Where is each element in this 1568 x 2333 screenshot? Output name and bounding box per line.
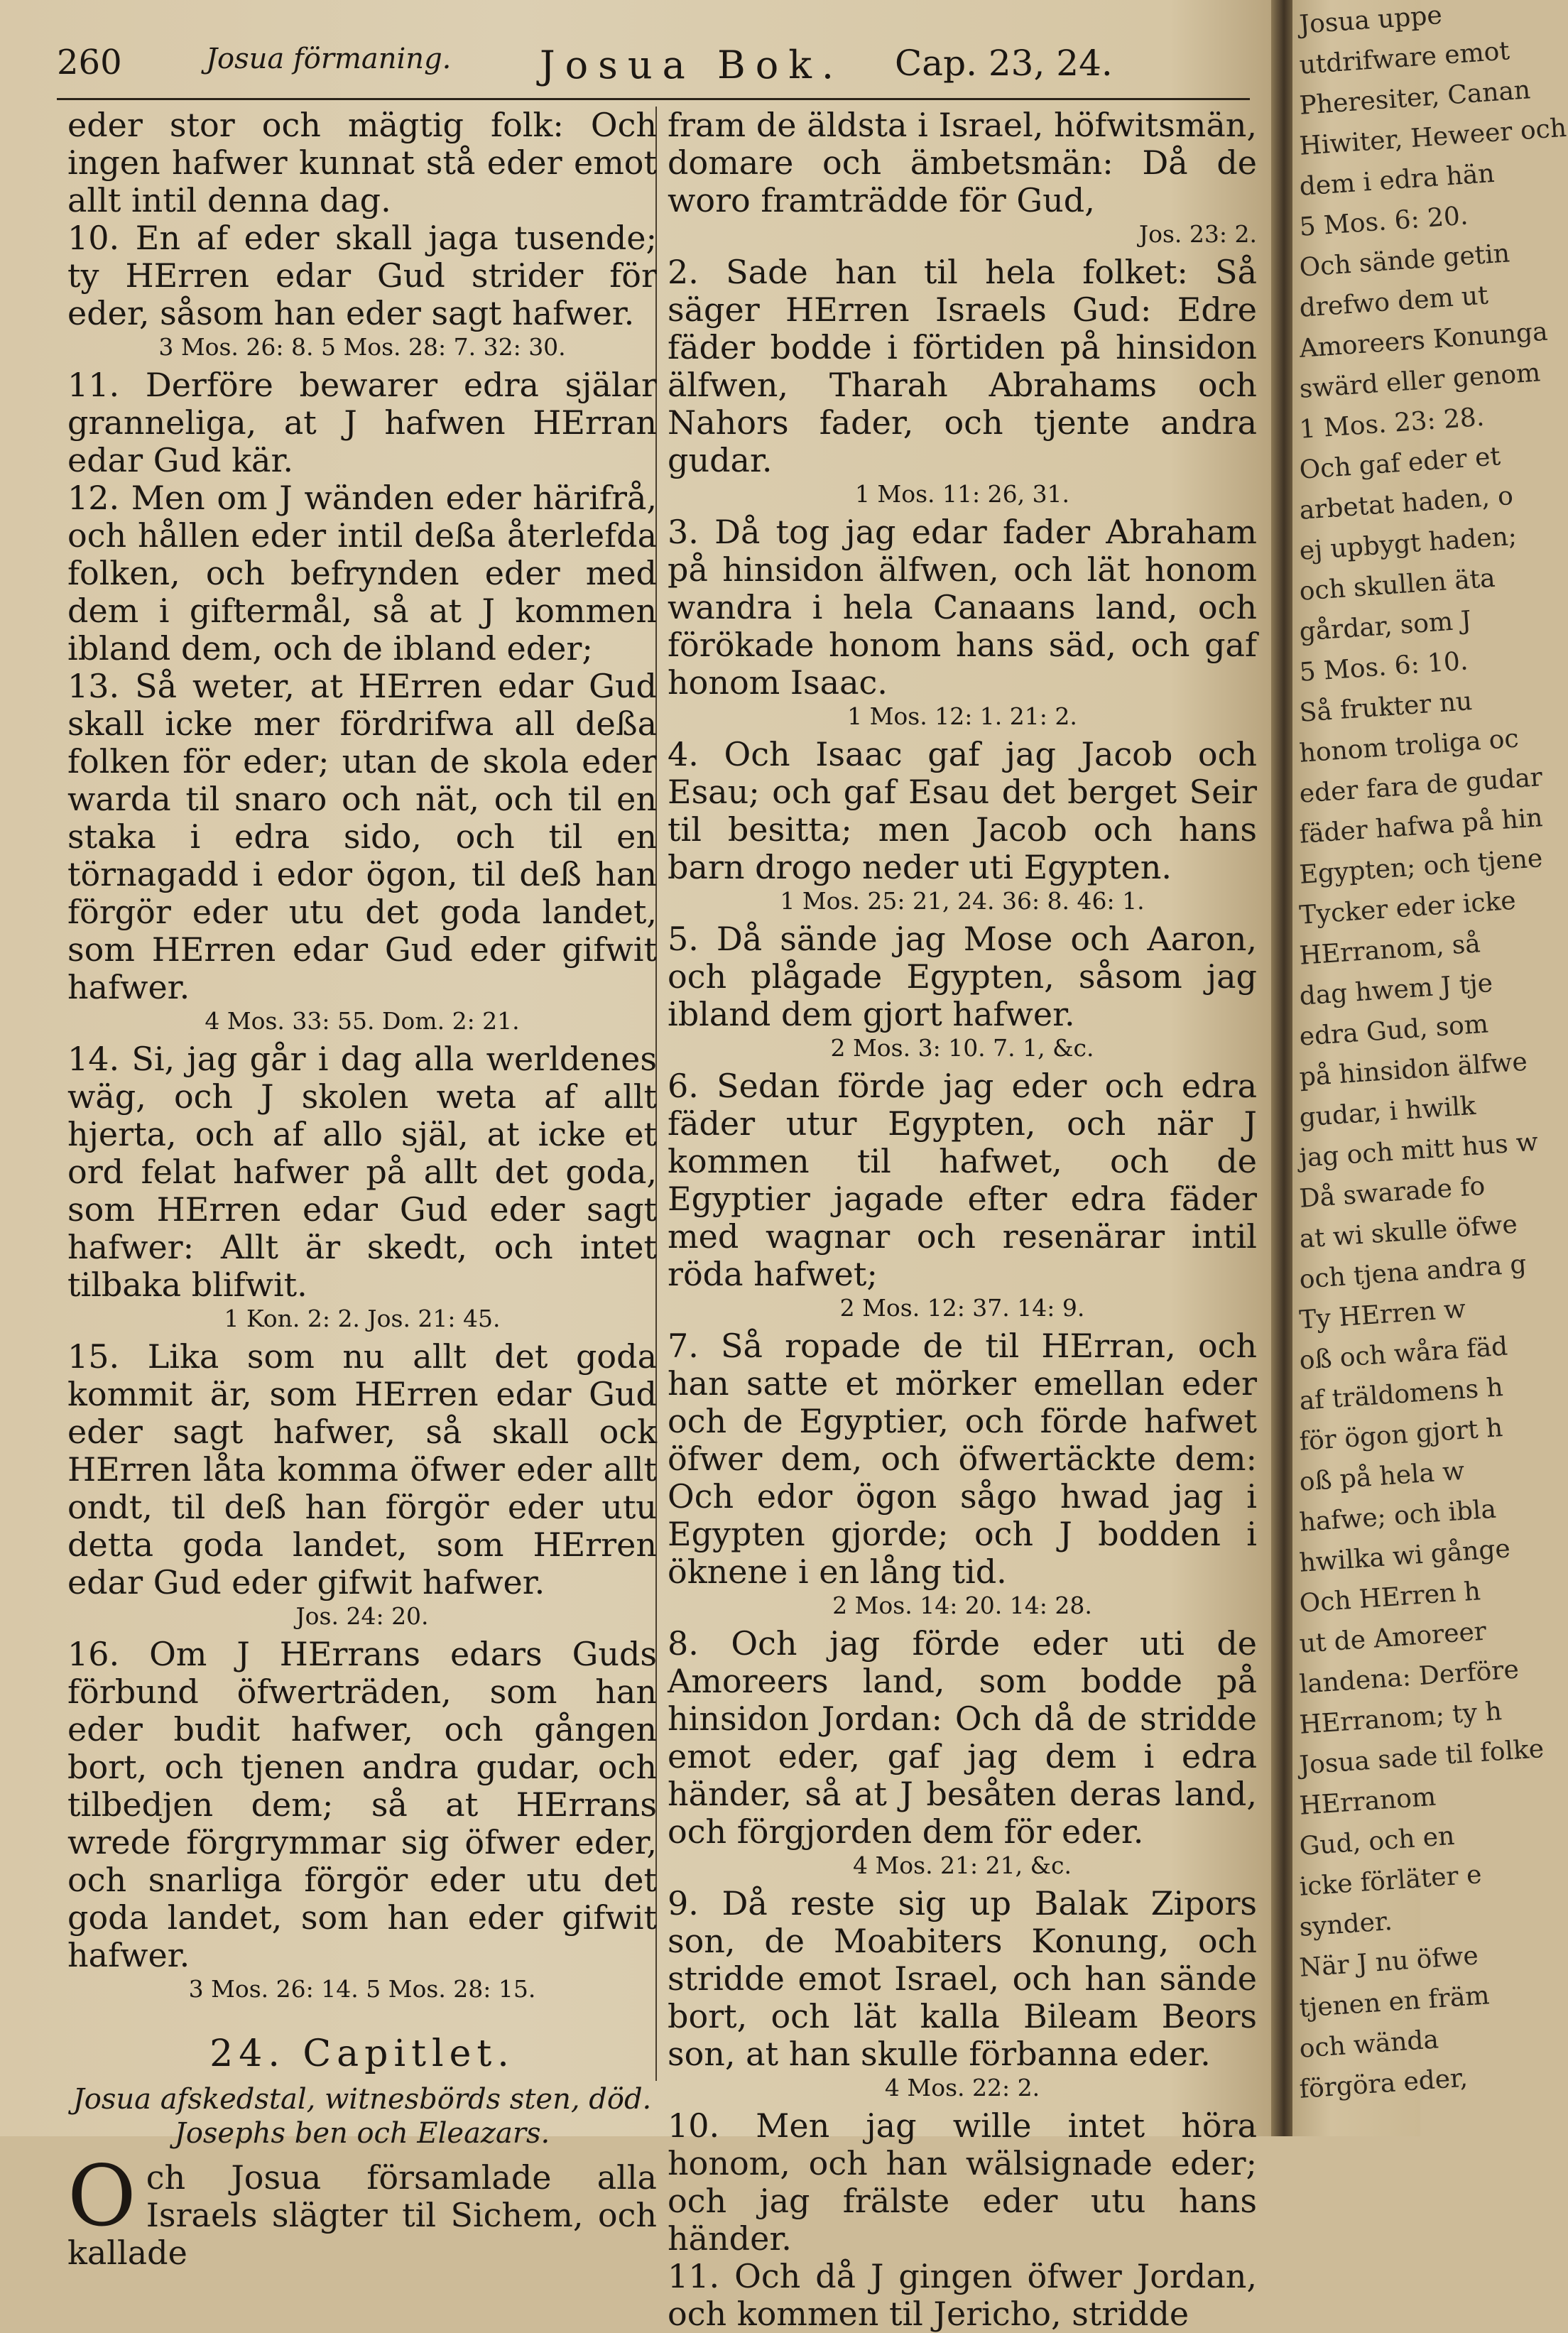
facing-page-text-fragment: Hiwiter, Heweer och	[1298, 113, 1568, 161]
left-column	[67, 107, 657, 2272]
facing-page-text-fragment: HErranom	[1298, 1782, 1437, 1821]
facing-page-text-fragment: hafwe; och ibla	[1298, 1494, 1498, 1538]
running-header	[57, 43, 1250, 92]
cross-reference: 4 Mos. 33: 55. Dom. 2: 21.	[205, 1007, 520, 1035]
cross-reference: 1 Kon. 2: 2. Jos. 21: 45.	[224, 1305, 501, 1332]
facing-page-text-fragment: Gud, och en	[1298, 1821, 1456, 1861]
verse: 12. Men om J wänden eder härifrå, och hållen eder intil deßa återlefda folken, och befrynden eder med dem i giftermål, så at J kommen ibland dem, och de ibland eder;	[67, 479, 657, 668]
facing-page-text-fragment: och skullen äta	[1298, 563, 1496, 607]
verse: 2. Sade han til hela folket: Så säger HErren Israels Gud: Edre fäder bodde i förtiden på hinsidon älfwen, Tharah Abrahams och Nahors fader, och tjente andra gudar.	[668, 253, 1257, 479]
facing-page-text-fragment: Då swarade fo	[1298, 1171, 1486, 1214]
facing-page-text-fragment: oß på hela w	[1298, 1456, 1466, 1497]
chapter-range: Cap. 23, 24.	[895, 43, 1113, 84]
facing-page-text-fragment: När J nu öfwe	[1298, 1941, 1480, 1983]
cross-reference: 4 Mos. 22: 2.	[884, 2074, 1040, 2101]
cross-reference: 3 Mos. 26: 8. 5 Mos. 28: 7. 32: 30.	[158, 333, 566, 361]
facing-page-text-fragment: drefwo dem ut	[1298, 281, 1489, 323]
facing-page-text-fragment: arbetat haden, o	[1298, 481, 1515, 526]
verse: 15. Lika som nu allt det goda kommit är, som HErren edar Gud eder sagt hafwer, så skall ock HErren låta komma öfwer eder allt ondt, til deß han förgör eder utu detta goda landet, som HErren edar Gud eder gifwit hafwer.	[67, 1337, 657, 1601]
facing-page-text-fragment: på hinsidon älfwe	[1298, 1047, 1529, 1092]
verse: 6. Sedan förde jag eder och edra fäder utur Egypten, och när J kommen til hafwet, och de Egyptier jagade efter edra fäder med wagnar och resenärar intil röda hafwet;	[668, 1067, 1257, 1293]
facing-page-text-fragment: 1 Mos. 23: 28.	[1298, 402, 1486, 445]
facing-page-text-fragment: eder fara de gudar	[1298, 763, 1544, 809]
page-number: 260	[57, 43, 122, 82]
facing-page-text-fragment: swärd eller genom	[1298, 358, 1542, 404]
running-title: Josua förmaning.	[206, 43, 452, 75]
verse: 11. Och då J gingen öfwer Jordan, och kommen til Jericho, stridde	[668, 2257, 1257, 2333]
facing-page-text-fragment: Egypten; och tjene	[1298, 844, 1544, 890]
facing-page-text-fragment: gudar, i hwilk	[1298, 1091, 1477, 1133]
verse: fram de äldsta i Israel, höfwitsmän, domare och ämbetsmän: Då de woro framträdde för Gud,	[668, 106, 1257, 219]
cross-reference: 1 Mos. 11: 26, 31.	[854, 480, 1070, 508]
cross-reference: 2 Mos. 14: 20. 14: 28.	[832, 1592, 1092, 1619]
verse: 11. Derföre bewarer edra själar granneliga, at J hafwen HErran edar Gud kär.	[67, 366, 657, 479]
facing-page-text-fragment: honom troliga oc	[1298, 724, 1520, 768]
facing-page-text-fragment: Josua uppe	[1298, 0, 1443, 40]
facing-page-text-fragment: Tycker eder icke	[1298, 886, 1517, 930]
verse: 10. Men jag wille intet höra honom, och han wälsignade eder; och jag frälste eder utu hans händer.	[668, 2106, 1257, 2258]
facing-page-text-fragment: utdrifware emot	[1298, 36, 1511, 80]
cross-reference: 3 Mos. 26: 14. 5 Mos. 28: 15.	[188, 1975, 536, 2003]
facing-page-text-fragment: landena: Derföre	[1298, 1655, 1520, 1700]
cross-reference: 1 Mos. 25: 21, 24. 36: 8. 46: 1.	[780, 887, 1145, 915]
book-title: Josua Bok.	[540, 43, 844, 87]
cross-reference: Jos. 24: 20.	[295, 1602, 429, 1630]
facing-page-text-fragment: för ögon gjort h	[1298, 1413, 1504, 1457]
facing-page-text-fragment: förgöra eder,	[1298, 2063, 1469, 2104]
facing-page-text-fragment: Pheresiter, Canan	[1298, 75, 1532, 121]
facing-page-text-fragment: HErranom; ty h	[1298, 1697, 1503, 1740]
facing-page-text-fragment: af träldomens h	[1298, 1372, 1504, 1416]
facing-page-text-fragment: ej upbygt haden;	[1298, 521, 1518, 566]
verse: 5. Då sände jag Mose och Aaron, och plågade Egypten, såsom jag ibland dem gjort hafwer.	[668, 920, 1257, 1033]
facing-page-text-fragment: Och gaf eder et	[1298, 442, 1502, 485]
facing-page-text-fragment: dag hwem J tje	[1298, 968, 1494, 1011]
verse: 3. Då tog jag edar fader Abraham på hinsidon älfwen, och lät honom wandra i hela Canaans land, och förökade honom hans säd, och gaf honom Isaac.	[668, 513, 1257, 702]
facing-page-edge	[1292, 0, 1568, 2136]
opening-text: ch Josua församlade alla Israels slägter til Sichem, och kallade	[67, 2158, 657, 2272]
cross-reference: 2 Mos. 3: 10. 7. 1, &c.	[830, 1034, 1094, 1062]
facing-page-text-fragment: oß och wåra fäd	[1298, 1332, 1509, 1376]
drop-cap-initial: O	[67, 2147, 136, 2245]
verse: eder stor och mägtig folk: Och ingen hafwer kunnat stå eder emot allt intil denna dag.	[67, 106, 657, 219]
facing-page-text-fragment: tjenen en främ	[1298, 1981, 1491, 2023]
header-rule	[57, 98, 1250, 100]
facing-page-text-fragment: 5 Mos. 6: 20.	[1298, 201, 1469, 242]
facing-page-text-fragment: Ty HErren w	[1298, 1294, 1467, 1335]
facing-page-text-fragment: Och HErren h	[1298, 1577, 1482, 1619]
verse: 13. Så weter, at HErren edar Gud skall icke mer fördrifwa all deßa folken för eder; utan de skola eder warda til snaro och nät, och til en staka i edra sido, och til en törnagadd i edor ögon, til deß han förgör eder utu det goda landet, som HErren edar Gud eder gifwit hafwer.	[67, 667, 657, 1006]
facing-page-text-fragment: ut de Amoreer	[1298, 1616, 1488, 1659]
facing-page-text-fragment: gårdar, som J	[1298, 606, 1473, 647]
facing-page-text-fragment: edra Gud, som	[1298, 1009, 1490, 1052]
right-column	[668, 107, 1257, 2333]
facing-page-text-fragment: Josua sade til folke	[1298, 1734, 1545, 1780]
verse: 14. Si, jag går i dag alla werldenes wäg, och J skolen weta af allt hjerta, och af allo själ, at icke et ord felat hafwer på allt det goda, som HErren edar Gud eder sagt hafwer: Allt är skedt, och intet tilbaka blifwit.	[67, 1040, 657, 1304]
verse: 7. Så ropade de til HErran, och han satte et mörker emellan eder och de Egyptier, och förde hafwet öfwer dem, och öfwertäckte dem: Och edor ögon sågo hwad jag i Egypten gjorde; och J bodden i öknene i en lång tid.	[668, 1327, 1257, 1591]
facing-page-text-fragment: och wända	[1298, 2025, 1440, 2064]
facing-page-text-fragment: icke förläter e	[1298, 1860, 1483, 1902]
facing-page-text-fragment: synder.	[1298, 1906, 1393, 1942]
verse: 8. Och jag förde eder uti de Amoreers land, som bodde på hinsidon Jordan: Och då de stridde emot eder, gaf jag dem i edra händer, så at J besåten deras land, och förgjorden dem för eder.	[668, 1624, 1257, 1851]
book-gutter	[1271, 0, 1292, 2136]
facing-page-text-fragment: HErranom, så	[1298, 929, 1481, 971]
facing-page-text-fragment: dem i edra hän	[1298, 158, 1496, 202]
facing-page-text-fragment: Och sände getin	[1298, 239, 1511, 283]
facing-page-text-fragment: Så frukter nu	[1298, 686, 1474, 728]
facing-page-text-fragment: fäder hafwa på hin	[1298, 803, 1544, 849]
facing-page-text-fragment: och tjena andra g	[1298, 1249, 1528, 1295]
cross-reference: 2 Mos. 12: 37. 14: 9.	[839, 1294, 1085, 1322]
facing-page-text-fragment: jag och mitt hus w	[1298, 1127, 1540, 1173]
cross-reference: Jos. 23: 2.	[1138, 220, 1257, 248]
verse: 10. En af eder skall jaga tusende; ty HErren edar Gud strider för eder, såsom han eder sagt hafwer.	[67, 219, 657, 332]
cross-reference: 4 Mos. 21: 21, &c.	[853, 1851, 1072, 1879]
verse: 9. Då reste sig up Balak Zipors son, de Moabiters Konung, och stridde emot Israel, och han sände bort, och lät kalla Bileam Beors son, at han skulle förbanna eder.	[668, 1884, 1257, 2073]
cross-reference: 1 Mos. 12: 1. 21: 2.	[847, 702, 1077, 730]
facing-page-text-fragment: hwilka wi gånge	[1298, 1534, 1512, 1578]
chapter-heading: 24. Capitlet.	[209, 2033, 515, 2075]
chapter-summary: Josua afskedstal, witnesbörds sten, död. Josephs ben och Eleazars.	[72, 2083, 652, 2150]
facing-page-text-fragment: 5 Mos. 6: 10.	[1298, 646, 1469, 687]
verse: 16. Om J HErrans edars Guds förbund öfwerträden, som han eder budit hafwer, och gången bort, och tjenen andra gudar, och tilbedjen dem; så at HErrans wrede förgrymmar sig öfwer eder, och snarliga förgör eder utu det goda landet, som han eder gifwit hafwer.	[67, 1635, 657, 1974]
verse: 4. Och Isaac gaf jag Jacob och Esau; och gaf Esau det berget Seir til besitta; men Jacob och hans barn drogo neder uti Egypten.	[668, 735, 1257, 886]
chapter-opening-verse	[67, 2147, 657, 2272]
facing-page-text-fragment: Amoreers Konunga	[1298, 317, 1549, 364]
facing-page-text-fragment: at wi skulle öfwe	[1298, 1209, 1518, 1254]
